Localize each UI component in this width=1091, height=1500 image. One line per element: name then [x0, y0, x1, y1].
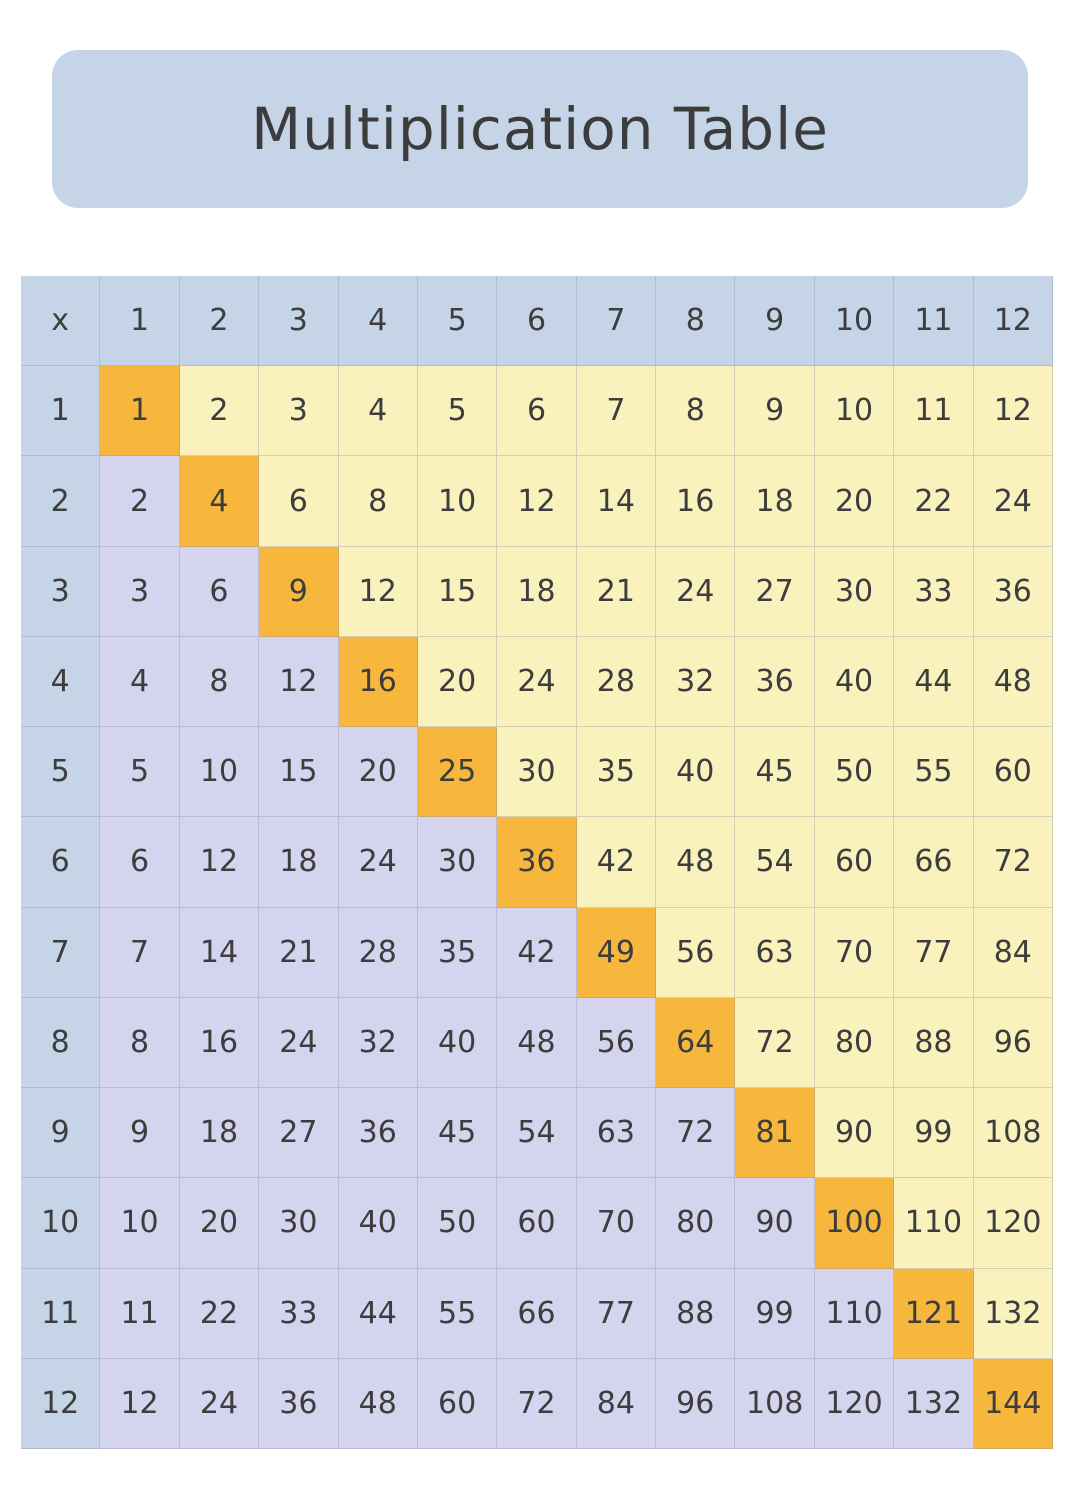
row-header: 1 — [21, 366, 100, 456]
product-cell: 108 — [735, 1359, 814, 1449]
square-cell: 49 — [577, 908, 656, 998]
product-cell: 5 — [418, 366, 497, 456]
product-cell: 8 — [100, 998, 179, 1088]
product-cell: 10 — [100, 1178, 179, 1268]
row-header: 11 — [21, 1269, 100, 1359]
product-cell: 11 — [100, 1269, 179, 1359]
product-cell: 99 — [894, 1088, 973, 1178]
product-cell: 12 — [497, 456, 576, 546]
product-cell: 88 — [656, 1269, 735, 1359]
product-cell: 32 — [656, 637, 735, 727]
product-cell: 28 — [577, 637, 656, 727]
square-cell: 100 — [815, 1178, 894, 1268]
product-cell: 12 — [100, 1359, 179, 1449]
row-header: 7 — [21, 908, 100, 998]
product-cell: 132 — [974, 1269, 1053, 1359]
product-cell: 2 — [100, 456, 179, 546]
product-cell: 20 — [180, 1178, 259, 1268]
square-cell: 9 — [259, 547, 338, 637]
row-header: 3 — [21, 547, 100, 637]
product-cell: 2 — [180, 366, 259, 456]
column-header: 7 — [577, 276, 656, 366]
product-cell: 36 — [339, 1088, 418, 1178]
product-cell: 63 — [577, 1088, 656, 1178]
product-cell: 10 — [418, 456, 497, 546]
product-cell: 7 — [577, 366, 656, 456]
product-cell: 110 — [894, 1178, 973, 1268]
product-cell: 88 — [894, 998, 973, 1088]
product-cell: 72 — [497, 1359, 576, 1449]
product-cell: 80 — [815, 998, 894, 1088]
square-cell: 25 — [418, 727, 497, 817]
product-cell: 24 — [497, 637, 576, 727]
product-cell: 15 — [259, 727, 338, 817]
product-cell: 9 — [735, 366, 814, 456]
product-cell: 24 — [974, 456, 1053, 546]
product-cell: 35 — [418, 908, 497, 998]
product-cell: 45 — [418, 1088, 497, 1178]
product-cell: 45 — [735, 727, 814, 817]
product-cell: 48 — [497, 998, 576, 1088]
product-cell: 72 — [974, 817, 1053, 907]
product-cell: 63 — [735, 908, 814, 998]
column-header: 12 — [974, 276, 1053, 366]
product-cell: 14 — [180, 908, 259, 998]
product-cell: 20 — [339, 727, 418, 817]
product-cell: 7 — [100, 908, 179, 998]
product-cell: 6 — [100, 817, 179, 907]
product-cell: 20 — [815, 456, 894, 546]
product-cell: 4 — [100, 637, 179, 727]
product-cell: 72 — [656, 1088, 735, 1178]
product-cell: 6 — [180, 547, 259, 637]
column-header: 11 — [894, 276, 973, 366]
product-cell: 96 — [656, 1359, 735, 1449]
product-cell: 18 — [180, 1088, 259, 1178]
multiplication-table — [21, 276, 1053, 1449]
square-cell: 36 — [497, 817, 576, 907]
product-cell: 56 — [656, 908, 735, 998]
row-header: 12 — [21, 1359, 100, 1449]
product-cell: 40 — [418, 998, 497, 1088]
product-cell: 120 — [815, 1359, 894, 1449]
product-cell: 40 — [656, 727, 735, 817]
product-cell: 11 — [894, 366, 973, 456]
product-cell: 60 — [418, 1359, 497, 1449]
product-cell: 60 — [815, 817, 894, 907]
product-cell: 30 — [815, 547, 894, 637]
product-cell: 18 — [259, 817, 338, 907]
product-cell: 40 — [815, 637, 894, 727]
product-cell: 35 — [577, 727, 656, 817]
product-cell: 21 — [259, 908, 338, 998]
product-cell: 84 — [577, 1359, 656, 1449]
product-cell: 30 — [497, 727, 576, 817]
product-cell: 108 — [974, 1088, 1053, 1178]
row-header: 6 — [21, 817, 100, 907]
product-cell: 54 — [735, 817, 814, 907]
product-cell: 6 — [497, 366, 576, 456]
product-cell: 9 — [100, 1088, 179, 1178]
square-cell: 64 — [656, 998, 735, 1088]
square-cell: 4 — [180, 456, 259, 546]
product-cell: 18 — [497, 547, 576, 637]
product-cell: 42 — [497, 908, 576, 998]
product-cell: 55 — [418, 1269, 497, 1359]
product-cell: 14 — [577, 456, 656, 546]
product-cell: 27 — [259, 1088, 338, 1178]
row-header: 5 — [21, 727, 100, 817]
product-cell: 120 — [974, 1178, 1053, 1268]
product-cell: 77 — [894, 908, 973, 998]
product-cell: 60 — [974, 727, 1053, 817]
product-cell: 3 — [100, 547, 179, 637]
product-cell: 12 — [259, 637, 338, 727]
product-cell: 18 — [735, 456, 814, 546]
product-cell: 8 — [656, 366, 735, 456]
product-cell: 12 — [974, 366, 1053, 456]
product-cell: 16 — [656, 456, 735, 546]
product-cell: 54 — [497, 1088, 576, 1178]
column-header: 4 — [339, 276, 418, 366]
product-cell: 36 — [974, 547, 1053, 637]
product-cell: 50 — [815, 727, 894, 817]
product-cell: 90 — [815, 1088, 894, 1178]
title-banner — [52, 50, 1028, 208]
page-title: Multiplication Table — [251, 95, 829, 163]
product-cell: 33 — [894, 547, 973, 637]
product-cell: 99 — [735, 1269, 814, 1359]
product-cell: 44 — [339, 1269, 418, 1359]
product-cell: 30 — [418, 817, 497, 907]
product-cell: 132 — [894, 1359, 973, 1449]
product-cell: 6 — [259, 456, 338, 546]
row-header: 8 — [21, 998, 100, 1088]
product-cell: 90 — [735, 1178, 814, 1268]
product-cell: 66 — [894, 817, 973, 907]
column-header: 3 — [259, 276, 338, 366]
product-cell: 8 — [180, 637, 259, 727]
product-cell: 5 — [100, 727, 179, 817]
column-header: 10 — [815, 276, 894, 366]
square-cell: 121 — [894, 1269, 973, 1359]
product-cell: 80 — [656, 1178, 735, 1268]
square-cell: 1 — [100, 366, 179, 456]
product-cell: 4 — [339, 366, 418, 456]
product-cell: 96 — [974, 998, 1053, 1088]
product-cell: 10 — [180, 727, 259, 817]
product-cell: 50 — [418, 1178, 497, 1268]
product-cell: 36 — [259, 1359, 338, 1449]
column-header: 1 — [100, 276, 179, 366]
product-cell: 10 — [815, 366, 894, 456]
column-header: 8 — [656, 276, 735, 366]
product-cell: 32 — [339, 998, 418, 1088]
column-header: 6 — [497, 276, 576, 366]
row-header: 9 — [21, 1088, 100, 1178]
product-cell: 77 — [577, 1269, 656, 1359]
product-cell: 22 — [180, 1269, 259, 1359]
product-cell: 21 — [577, 547, 656, 637]
product-cell: 60 — [497, 1178, 576, 1268]
product-cell: 12 — [339, 547, 418, 637]
product-cell: 24 — [339, 817, 418, 907]
product-cell: 44 — [894, 637, 973, 727]
product-cell: 48 — [974, 637, 1053, 727]
product-cell: 24 — [259, 998, 338, 1088]
square-cell: 144 — [974, 1359, 1053, 1449]
corner-label: x — [21, 276, 100, 366]
product-cell: 56 — [577, 998, 656, 1088]
column-header: 9 — [735, 276, 814, 366]
product-cell: 33 — [259, 1269, 338, 1359]
product-cell: 16 — [180, 998, 259, 1088]
square-cell: 81 — [735, 1088, 814, 1178]
product-cell: 27 — [735, 547, 814, 637]
product-cell: 24 — [180, 1359, 259, 1449]
product-cell: 70 — [577, 1178, 656, 1268]
row-header: 10 — [21, 1178, 100, 1268]
product-cell: 48 — [339, 1359, 418, 1449]
product-cell: 30 — [259, 1178, 338, 1268]
product-cell: 8 — [339, 456, 418, 546]
product-cell: 40 — [339, 1178, 418, 1268]
product-cell: 3 — [259, 366, 338, 456]
product-cell: 66 — [497, 1269, 576, 1359]
row-header: 4 — [21, 637, 100, 727]
product-cell: 110 — [815, 1269, 894, 1359]
product-cell: 22 — [894, 456, 973, 546]
product-cell: 20 — [418, 637, 497, 727]
row-header: 2 — [21, 456, 100, 546]
product-cell: 15 — [418, 547, 497, 637]
product-cell: 36 — [735, 637, 814, 727]
product-cell: 55 — [894, 727, 973, 817]
square-cell: 16 — [339, 637, 418, 727]
product-cell: 70 — [815, 908, 894, 998]
product-cell: 12 — [180, 817, 259, 907]
product-cell: 42 — [577, 817, 656, 907]
product-cell: 84 — [974, 908, 1053, 998]
product-cell: 24 — [656, 547, 735, 637]
column-header: 2 — [180, 276, 259, 366]
product-cell: 28 — [339, 908, 418, 998]
product-cell: 72 — [735, 998, 814, 1088]
product-cell: 48 — [656, 817, 735, 907]
column-header: 5 — [418, 276, 497, 366]
